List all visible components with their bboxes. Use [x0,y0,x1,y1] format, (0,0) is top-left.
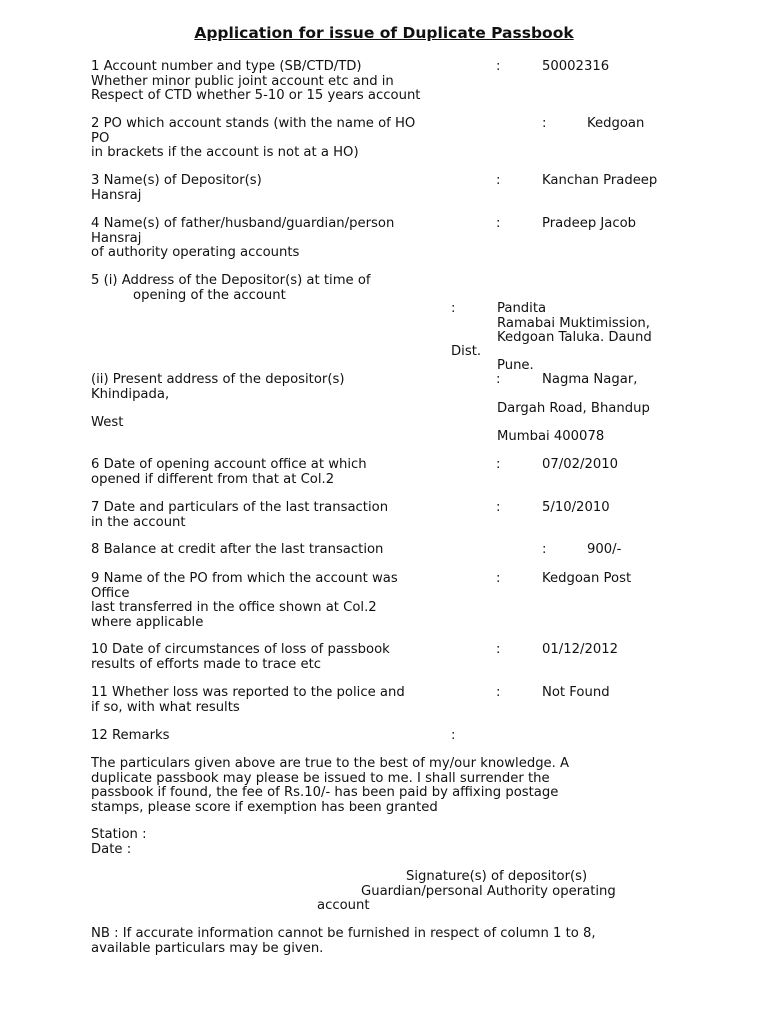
q5-sub-answer-line-3: Mumbai 400078 [497,429,605,444]
q10-line-1: 10 Date of circumstances of loss of passbook [91,642,390,657]
q5-colon: : [451,301,456,316]
declaration-line-2: duplicate passbook may please be issued to me. I shall surrender the [91,770,550,786]
station-label: Station : [91,827,147,842]
declaration-line-4: stamps, please score if exemption has been granted [91,799,438,815]
q11-colon: : [496,685,501,700]
q5-answer-line-3: Kedgoan Taluka. Daund [497,330,652,345]
q5-answer-line-5: Pune. [497,358,534,373]
q2-line-3: in brackets if the account is not at a HO) [91,145,359,160]
q2-answer: Kedgoan [587,116,645,131]
q5-sub-line-1: (ii) Present address of the depositor(s) [91,372,345,387]
q6-colon: : [496,457,501,472]
q12-colon: : [451,728,456,743]
q1-line-1: 1 Account number and type (SB/CTD/TD) [91,59,362,74]
q3-colon: : [496,173,501,188]
q7-line-2: in the account [91,514,186,530]
q9-line-3: last transferred in the office shown at Col.2 [91,600,377,615]
q7-line-1: 7 Date and particulars of the last transaction [91,500,389,515]
date-label: Date : [91,841,132,857]
q1-line-2: Whether minor public joint account etc and in [91,73,394,89]
q10-answer: 01/12/2012 [542,642,619,657]
q9-line-2: Office [91,585,130,601]
q6-line-2: opened if different from that at Col.2 [91,471,335,487]
q4-line-3: of authority operating accounts [91,245,300,260]
q5-answer-line-2: Ramabai Muktimission, [497,315,650,331]
q12-line-1: 12 Remarks [91,728,170,743]
q5-line-1: 5 (i) Address of the Depositor(s) at time of [91,273,371,288]
q9-colon: : [496,571,501,586]
q11-line-2: if so, with what results [91,699,240,715]
signature-line-2: Guardian/personal Authority operating [361,883,616,899]
q10-line-2: results of efforts made to trace etc [91,656,321,672]
q5-sub-answer-line-1: Nagma Nagar, [542,372,638,387]
note-line-1: NB : If accurate information cannot be furnished in respect of column 1 to 8, [91,926,596,941]
q11-line-1: 11 Whether loss was reported to the police and [91,685,405,700]
q4-answer: Pradeep Jacob [542,216,637,231]
declaration-line-1: The particulars given above are true to the best of my/our knowledge. A [91,756,570,771]
q1-answer: 50002316 [542,59,610,74]
q7-answer: 5/10/2010 [542,500,610,515]
q3-answer: Kanchan Pradeep [542,173,658,188]
signature-line-1: Signature(s) of depositor(s) [406,869,588,884]
q1-colon: : [496,59,501,74]
q5-sub-answer-line-2: Dargah Road, Bhandup [497,400,650,416]
q9-line-1: 9 Name of the PO from which the account was [91,571,398,586]
q2-line-2: PO [91,130,110,146]
q9-answer: Kedgoan Post [542,571,632,586]
q11-answer: Not Found [542,685,610,700]
q5-answer-line-1: Pandita [497,301,547,316]
q2-line-1: 2 PO which account stands (with the name of HO [91,116,416,131]
q5-sub-colon: : [496,372,501,387]
q3-line-1: 3 Name(s) of Depositor(s) [91,173,262,188]
q4-line-1: 4 Name(s) of father/husband/guardian/person [91,216,395,231]
q5-sub-line-3: West [91,415,124,430]
q8-answer: 900/- [587,542,622,557]
q1-line-3: Respect of CTD whether 5-10 or 15 years account [91,88,421,103]
q8-line-1: 8 Balance at credit after the last transaction [91,542,384,557]
q6-line-1: 6 Date of opening account office at which [91,457,367,472]
q7-colon: : [496,500,501,515]
q8-colon: : [542,542,547,557]
q2-colon: : [542,116,547,131]
document-title: Application for issue of Duplicate Passbook [194,24,574,42]
q5-sub-line-2: Khindipada, [91,386,170,402]
q9-line-4: where applicable [91,614,204,630]
signature-line-3: account [317,898,370,913]
q6-answer: 07/02/2010 [542,457,619,472]
declaration-line-3: passbook if found, the fee of Rs.10/- has been paid by affixing postage [91,785,559,800]
q10-colon: : [496,642,501,657]
q5-answer-line-4: Dist. [451,344,482,359]
q4-line-2: Hansraj [91,230,142,246]
q5-line-2: opening of the account [133,287,286,303]
note-line-2: available particulars may be given. [91,940,324,956]
q4-colon: : [496,216,501,231]
q3-line-2: Hansraj [91,187,142,203]
